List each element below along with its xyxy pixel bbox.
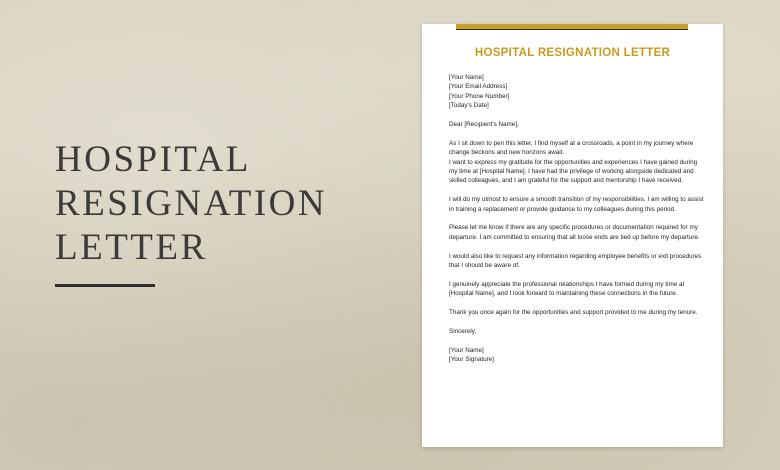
sender-name: [Your Name] <box>449 74 484 81</box>
paragraph-line: I will do my utmost to ensure a smooth transition of my responsibilities. I am willing to assist <box>449 196 704 204</box>
paragraph-line: departure. I am committed to ensuring that all loose ends are tied up before my departure. <box>449 233 700 241</box>
salutation <box>449 120 707 129</box>
cover-title-block <box>55 138 327 287</box>
accent-bar-shadow <box>456 29 688 30</box>
paragraph-benefits <box>449 252 707 271</box>
paragraph-line: that I should be aware of. <box>449 262 520 270</box>
letter-body <box>449 73 707 374</box>
letter-title: HOSPITAL RESIGNATION LETTER <box>474 47 671 59</box>
letter-date: [Today's Date] <box>449 102 489 110</box>
salutation-text: Dear [Recipient's Name], <box>449 121 519 129</box>
cover-title-line: LETTER <box>55 227 208 268</box>
cover-title-line: HOSPITAL <box>55 139 251 180</box>
paragraph-line: my time at [Hospital Name]. I have had the privilege of working alongside dedicated and <box>449 168 694 176</box>
paragraph-line: Thank you once again for the opportunities and support provided to me during my tenure. <box>449 309 698 317</box>
letter-document-page <box>422 24 723 447</box>
paragraph-line: I genuinely appreciate the professional relationships I have formed during my time at <box>449 280 685 288</box>
paragraph-line: I would also like to request any information regarding employee benefits or exit procedures <box>449 252 702 260</box>
paragraph-appreciation <box>449 280 707 299</box>
title-underline-divider <box>55 284 155 287</box>
paragraph-line: As I sit down to pen this letter, I find myself at a crossroads, a point in my journey where <box>449 139 694 147</box>
paragraph-line: [Hospital Name], and I look forward to maintaining these connections in the future. <box>449 290 678 298</box>
sender-header <box>449 73 707 111</box>
cover-title <box>55 138 327 270</box>
paragraph-line: change beckons and new horizons await. <box>449 149 565 157</box>
cover-title-line: RESIGNATION <box>55 183 328 224</box>
signature-line: [Your Signature] <box>449 356 494 364</box>
sender-phone: [Your Phone Number] <box>449 92 510 100</box>
signature-name: [Your Name] <box>449 346 484 354</box>
paragraph-line: I want to express my gratitude for the opportunities and experiences I have gained during <box>449 158 698 166</box>
paragraph-line: in training a replacement or provide guidance to my colleagues during this period. <box>449 205 676 213</box>
paragraph-line: skilled colleagues, and I am grateful for the support and mentorship I have received. <box>449 177 683 185</box>
paragraph-line: Please let me know if there are any specific procedures or documentation required for my <box>449 224 698 232</box>
paragraph-procedures <box>449 223 707 242</box>
sender-email: [Your Email Address] <box>449 83 508 91</box>
paragraph-thanks <box>449 308 707 317</box>
paragraph-intro <box>449 139 707 186</box>
closing-text: Sincerely, <box>449 327 477 335</box>
closing <box>449 327 707 336</box>
signature-block <box>449 346 707 365</box>
paragraph-transition <box>449 195 707 214</box>
